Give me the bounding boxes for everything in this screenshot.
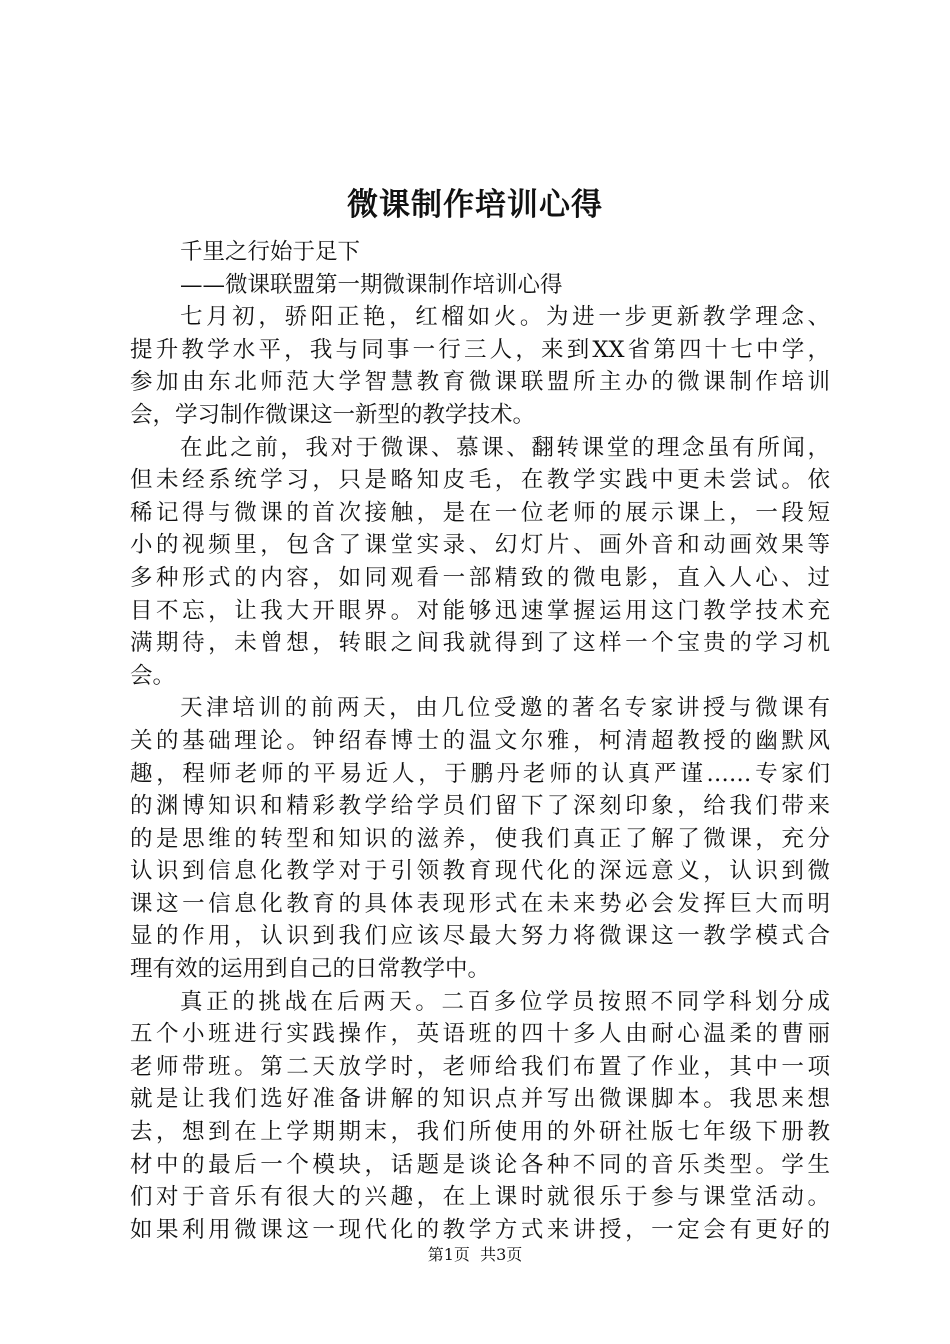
text-line: 课这一信息化教育的具体表现形式在未来势必会发挥巨大而明 xyxy=(130,890,830,917)
document-title: 微课制作培训心得 xyxy=(347,187,603,223)
text-line: 显的作用，认识到我们应该尽最大努力将微课这一教学模式合 xyxy=(130,923,830,950)
text-line: 材中的最后一个模块，话题是谈论各种不同的音乐类型。学生 xyxy=(130,1151,830,1178)
text-line: 就是让我们选好准备讲解的知识点并写出微课脚本。我思来想 xyxy=(130,1086,830,1113)
text-line: 但未经系统学习，只是略知皮毛，在教学实践中更未尝试。依 xyxy=(130,467,830,494)
text-line: 参加由东北师范大学智慧教育微课联盟所主办的微课制作培训 xyxy=(130,369,830,396)
text-line: 小的视频里，包含了课堂实录、幻灯片、画外音和动画效果等 xyxy=(130,532,830,559)
text-line: 如果利用微课这一现代化的教学方式来讲授，一定会有更好的 xyxy=(130,1216,830,1243)
text-line: 提升教学水平，我与同事一行三人，来到XX省第四十七中学， xyxy=(130,336,830,363)
paragraph-1 xyxy=(130,301,830,431)
text-line: 稀记得与微课的首次接触，是在一位老师的展示课上，一段短 xyxy=(130,499,830,526)
page-number: 第1页 xyxy=(427,1245,470,1264)
paragraph-2 xyxy=(130,432,830,693)
paragraph-3 xyxy=(130,692,830,985)
text-line: 天津培训的前两天，由几位受邀的著名专家讲授与微课有 xyxy=(180,695,830,722)
text-line: 目不忘，让我大开眼界。对能够迅速掌握运用这门教学技术充 xyxy=(130,597,830,624)
text-line: 七月初，骄阳正艳，红榴如火。为进一步更新教学理念、 xyxy=(180,304,830,331)
page-total: 共3页 xyxy=(480,1245,523,1264)
text-line: 真正的挑战在后两天。二百多位学员按照不同学科划分成 xyxy=(180,988,830,1015)
text-line: 关的基础理论。钟绍春博士的温文尔雅，柯清超教授的幽默风 xyxy=(130,727,830,754)
text-line: 去，想到在上学期期末，我们所使用的外研社版七年级下册教 xyxy=(130,1119,830,1146)
text-line: 满期待，未曾想，转眼之间我就得到了这样一个宝贵的学习机 xyxy=(130,630,830,657)
text-line: 们对于音乐有很大的兴趣，在上课时就很乐于参与课堂活动。 xyxy=(130,1184,830,1211)
document-body xyxy=(130,236,830,1246)
text-line: 会，学习制作微课这一新型的教学技术。 xyxy=(130,401,536,428)
text-line: 会。 xyxy=(130,662,176,689)
text-line: 老师带班。第二天放学时，老师给我们布置了作业，其中一项 xyxy=(130,1053,830,1080)
text-line: 的渊博知识和精彩教学给学员们留下了深刻印象，给我们带来 xyxy=(130,793,830,820)
text-line: 多种形式的内容，如同观看一部精致的微电影，直入人心、过 xyxy=(130,564,830,591)
text-line: 五个小班进行实践操作，英语班的四十多人由耐心温柔的曹丽 xyxy=(130,1021,830,1048)
text-line: 趣，程师老师的平易近人，于鹏丹老师的认真严谨……专家们 xyxy=(130,760,830,787)
text-line: 的是思维的转型和知识的滋养，使我们真正了解了微课，充分 xyxy=(130,825,830,852)
text-line: 认识到信息化教学对于引领教育现代化的深远意义，认识到微 xyxy=(130,858,830,885)
text-line: 在此之前，我对于微课、慕课、翻转课堂的理念虽有所闻， xyxy=(180,434,830,461)
text-line: 理有效的运用到自己的日常教学中。 xyxy=(130,956,491,983)
subtitle-line: 千里之行始于足下 xyxy=(180,239,361,265)
page-footer xyxy=(0,1244,950,1266)
paragraph-4 xyxy=(130,986,830,1247)
subtitle-line: ——微课联盟第一期微课制作培训心得 xyxy=(180,271,563,298)
